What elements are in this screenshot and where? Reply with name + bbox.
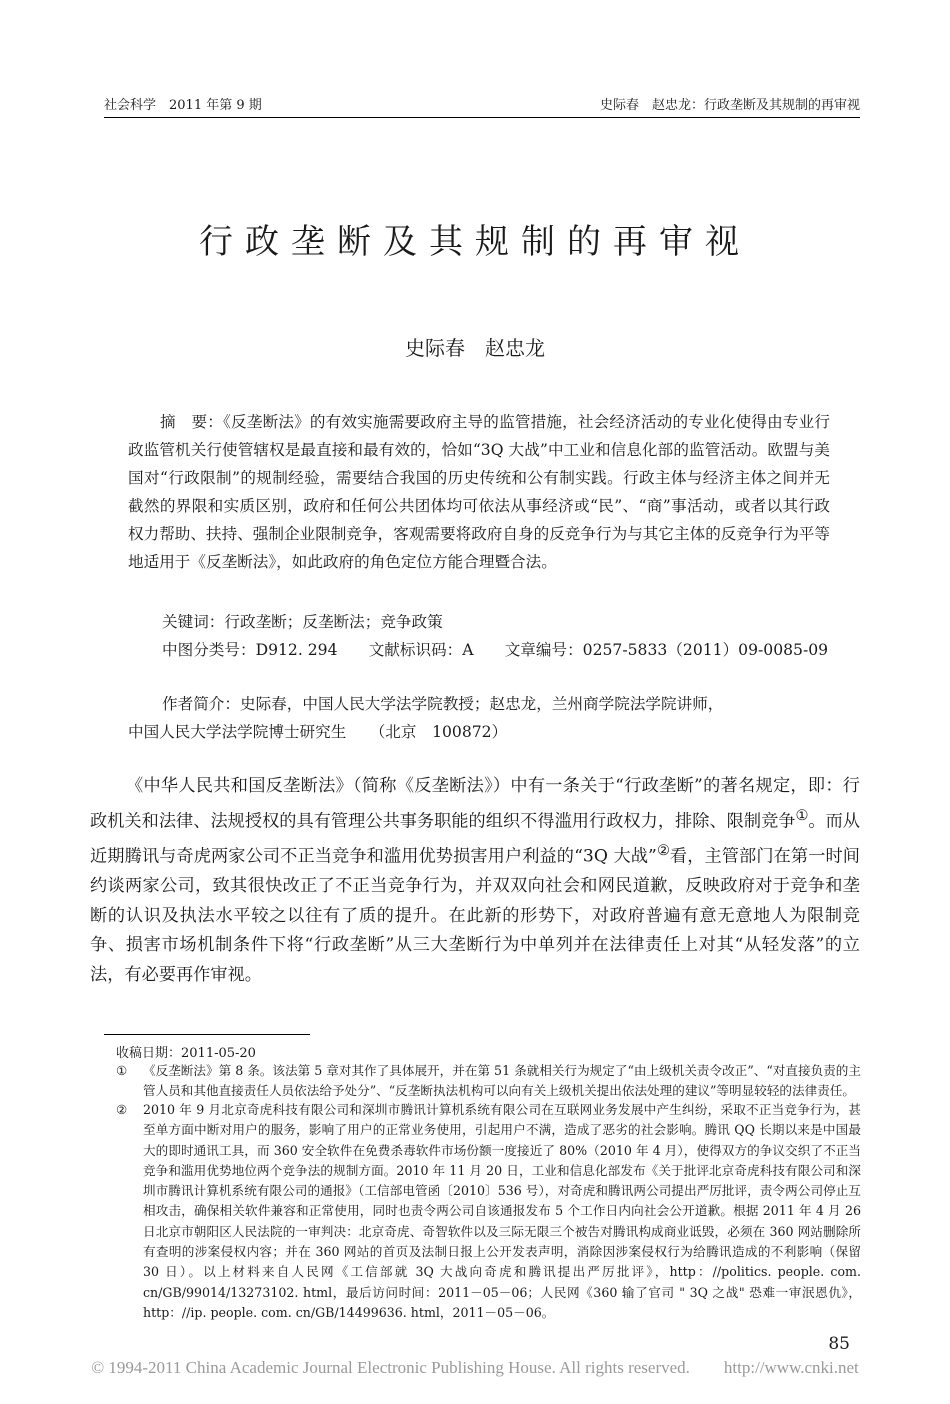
- footnote-2-text: 2010 年 9 月北京奇虎科技有限公司和深圳市腾讯计算机系统有限公司在互联网业务发展中产生纠纷，采取不正当竞争行为，甚至单方面中断对用户的服务，影响了用户的正常业务使用，引起用户不满，造成了恶劣的社会影响。腾讯 QQ 长期以来是中国最大的即时通讯工具，而 360 安全软件在免费杀毒软件市场份额一度接近了 80%（2010 年 4 月），使得双方的争议交织了不正当竞争和滥用优势地位两个竞争法的规制方面。2010 年 11 月 20 日，工业和信息化部发布《关于批评北京奇虎科技有限公司和深圳市腾讯计算机系统有限公司的通报》（工信部电管函〔2010〕536 号），对奇虎和腾讯两公司提出严厉批评，责令两公司停止互相攻击，确保相关软件兼容和正常使用，同时也责令两公司自该通报发布 5 个工作日内向社会公开道歉。根据 2011 年 4 月 26 日北京市朝阳区人民法院的一审判决：北京奇虎、奇智软件以及三际无限三个被告对腾讯构成商业诋毁，必须在 360 网站删除所有查明的涉案侵权内容；并在 360 网站的首页及法制日报上公开发表声明，消除因涉案侵权行为给腾讯造成的不利影响（保留 30 日）。以上材料来自人民网《工信部就 3Q 大战向奇虎和腾讯提出严厉批评》，http：//politics. people. com. cn/GB/99014/13273102. html，最后访问时间：2011－05－06；人民网《360 输了官司 " 3Q 之战" 恐难一审泯恩仇》，http：//ip. people. com. cn/GB/14499636. html，2011－05－06。: [143, 1102, 861, 1320]
- footnote-ref-1[interactable]: ①: [795, 807, 809, 824]
- body-paragraph: [90, 772, 860, 991]
- footnote-2-number: ②: [116, 1102, 128, 1117]
- body-text-part3: 看，主管部门在第一时间约谈两家公司，致其很快改正了不正当竞争行为，并双双向社会和网民道歉，反映政府对于竞争和垄断的认识及执法水平较之以往有了质的提升。在此新的形势下，对政府普遍有意无意地人为限制竞争、损害市场机制条件下将“行政垄断”从三大垄断行为中单列并在法律责任上对其“从轻发落”的立法，有必要再作审视。: [90, 846, 860, 986]
- footnote-1-number: ①: [116, 1063, 128, 1078]
- footnote-2: [116, 1100, 861, 1323]
- page-number: 85: [828, 1334, 850, 1354]
- abstract: [128, 408, 830, 577]
- body-text-part2: 。而从近期腾讯与奇虎两家公司不正当竞争和滥用优势损害用户利益的“3Q 大战”: [90, 811, 860, 867]
- running-header-journal: 社会科学 2011 年第 9 期: [104, 98, 262, 113]
- author-bio-line1: 作者简介：史际春，中国人民大学法学院教授；赵忠龙，兰州商学院法学院讲师，: [162, 695, 724, 713]
- article-title: 行政垄断及其规制的再审视: [199, 222, 751, 262]
- footnote-1: [116, 1061, 861, 1102]
- copyright-footer: © 1994-2011 China Academic Journal Electronic Publishing House. All rights reserved. http://www.cnki.net: [91, 1358, 859, 1377]
- footnote-divider: [104, 1034, 310, 1035]
- running-header-article: 史际春 赵忠龙：行政垄断及其规制的再审视: [599, 98, 860, 113]
- keywords: 关键词：行政垄断；反垄断法；竞争政策: [162, 613, 443, 631]
- classification-numbers: 中图分类号：D912. 294 文献标识码：A 文章编号：0257-5833（2011）09-0085-09: [162, 641, 829, 659]
- footnote-1-text: 《反垄断法》第 8 条。该法第 5 章对其作了具体展开，并在第 51 条就相关行为规定了“由上级机关责令改正”、“对直接负责的主管人员和其他直接责任人员依法给予处分”、“反垄断执法机构可以向有关上级机关提出依法处理的建议”等明显较轻的法律责任。: [143, 1063, 861, 1099]
- body-text-part1: 《中华人民共和国反垄断法》（简称《反垄断法》）中有一条关于“行政垄断”的著名规定，即：行政机关和法律、法规授权的具有管理公共事务职能的组织不得滥用行政权力，排除、限制竞争: [90, 776, 860, 832]
- abstract-text: 摘 要：《反垄断法》的有效实施需要政府主导的监管措施，社会经济活动的专业化使得由专业行政监管机关行使管辖权是最直接和最有效的，恰如“3Q 大战”中工业和信息化部的监管活动。欧盟与美国对“行政限制”的规制经验，需要结合我国的历史传统和公有制实践。行政主体与经济主体之间并无截然的界限和实质区别，政府和任何公共团体均可依法从事经济或“民”、“商”事活动，或者以其行政权力帮助、扶持、强制企业限制竞争，客观需要将政府自身的反竞争行为与其它主体的反竞争行为平等地适用于《反垄断法》，如此政府的角色定位方能合理暨合法。: [128, 413, 830, 572]
- received-date: 收稿日期：2011-05-20: [116, 1046, 256, 1061]
- footnote-ref-2[interactable]: ②: [656, 842, 670, 859]
- article-authors: 史际春 赵忠龙: [405, 336, 545, 360]
- author-bio-line2: 中国人民大学法学院博士研究生 （北京 100872）: [128, 723, 508, 741]
- author-bio: [128, 690, 848, 746]
- header-divider: [104, 117, 860, 118]
